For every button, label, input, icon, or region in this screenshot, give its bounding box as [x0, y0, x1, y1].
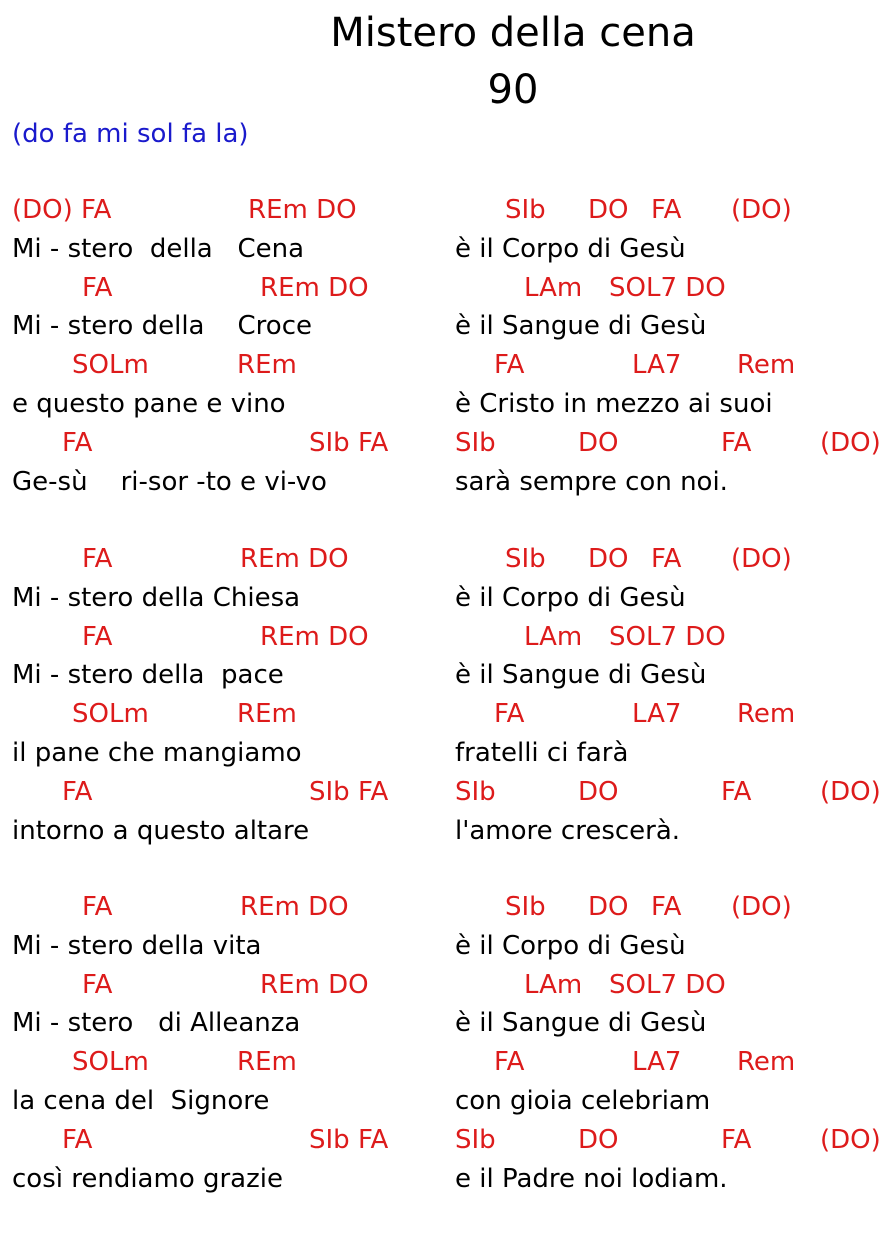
chord-right: DO	[588, 892, 629, 922]
chord-left: FA	[62, 1124, 93, 1155]
chord-right: SIb	[505, 544, 546, 574]
chord-left: SOLm	[72, 699, 149, 730]
chord-right: (DO)	[731, 195, 792, 225]
chord-right: FA	[494, 699, 525, 730]
lyric-line-left: Mi - stero di Alleanza	[12, 1008, 301, 1039]
lyric-line-right: con gioia celebriam	[455, 1086, 711, 1116]
lyric-line-right: è il Corpo di Gesù	[455, 582, 686, 613]
chord-left: FA	[82, 892, 113, 922]
lyric-line-left: Mi - stero della Croce	[12, 311, 313, 342]
chord-left: FA	[82, 272, 113, 303]
lyric-line-left: Mi - stero della vita	[12, 930, 262, 961]
chord-right: DO	[588, 544, 629, 574]
chord-right: FA	[651, 195, 682, 225]
lyric-line-right: e il Padre noi lodiam.	[455, 1163, 728, 1194]
chord-left: FA	[62, 776, 93, 807]
chord-left: REm DO	[260, 272, 369, 303]
chord-right: SOL7 DO	[609, 272, 726, 303]
chord-right: FA	[494, 350, 525, 381]
chord-right: Rem	[737, 699, 796, 730]
chord-left: REm DO	[260, 621, 369, 652]
chord-right: SIb	[455, 1124, 496, 1155]
chord-right: LA7	[632, 350, 682, 381]
chord-right: SOL7 DO	[609, 969, 726, 1000]
chord-left: SIb FA	[309, 1124, 389, 1155]
chord-left: REm	[237, 699, 297, 730]
chord-left: SIb FA	[309, 776, 389, 807]
chord-right: LA7	[632, 1047, 682, 1078]
chord-right: FA	[494, 1047, 525, 1078]
lyric-line-right: l'amore crescerà.	[455, 815, 681, 846]
lyric-line-right: è il Corpo di Gesù	[455, 233, 686, 264]
lyric-line-right: è Cristo in mezzo ai suoi	[455, 389, 773, 419]
lyric-line-left: Mi - stero della Cena	[12, 233, 305, 264]
song-title: Mistero della cena	[330, 10, 696, 56]
intro-notes: (do fa mi sol fa la)	[12, 119, 249, 149]
chord-left: SOLm	[72, 350, 149, 381]
lyric-line-right: è il Sangue di Gesù	[455, 1008, 707, 1039]
chord-left: (DO) FA	[12, 195, 112, 225]
chord-right: Rem	[737, 350, 796, 381]
chord-right: SIb	[505, 195, 546, 225]
chord-right: (DO)	[820, 427, 881, 458]
song-number: 90	[487, 67, 539, 113]
lyric-line-left: Mi - stero della Chiesa	[12, 582, 301, 613]
lyric-line-right: sarà sempre con noi.	[455, 466, 728, 497]
chord-left: FA	[62, 427, 93, 458]
lyric-line-left: così rendiamo grazie	[12, 1163, 283, 1194]
lyric-line-right: è il Corpo di Gesù	[455, 930, 686, 961]
chord-left: REm	[237, 1047, 297, 1078]
chord-right: (DO)	[731, 544, 792, 574]
chord-left: REm DO	[240, 544, 349, 574]
chord-right: (DO)	[820, 1124, 881, 1155]
lyric-line-right: fratelli ci farà	[455, 738, 629, 768]
lyric-line-right: è il Sangue di Gesù	[455, 660, 707, 691]
chord-left: REm DO	[260, 969, 369, 1000]
chord-right: DO	[578, 427, 619, 458]
chord-right: FA	[651, 892, 682, 922]
chord-left: SOLm	[72, 1047, 149, 1078]
lyric-line-left: Mi - stero della pace	[12, 660, 284, 691]
chord-right: SOL7 DO	[609, 621, 726, 652]
chord-left: REm	[237, 350, 297, 381]
lyric-line-left: e questo pane e vino	[12, 389, 286, 419]
chord-right: (DO)	[731, 892, 792, 922]
chord-right: SIb	[505, 892, 546, 922]
chord-right: LAm	[524, 969, 583, 1000]
chord-right: FA	[651, 544, 682, 574]
chord-left: FA	[82, 969, 113, 1000]
lyric-line-left: il pane che mangiamo	[12, 738, 302, 768]
chord-right: Rem	[737, 1047, 796, 1078]
chord-left: FA	[82, 544, 113, 574]
chord-right: FA	[721, 776, 752, 807]
lyric-line-right: è il Sangue di Gesù	[455, 311, 707, 342]
chord-right: FA	[721, 427, 752, 458]
chord-right: DO	[578, 776, 619, 807]
lyric-line-left: la cena del Signore	[12, 1086, 270, 1116]
chord-left: REm DO	[248, 195, 357, 225]
chord-right: LA7	[632, 699, 682, 730]
chord-right: FA	[721, 1124, 752, 1155]
chord-left: FA	[82, 621, 113, 652]
chord-right: LAm	[524, 272, 583, 303]
chord-right: SIb	[455, 427, 496, 458]
chord-right: DO	[578, 1124, 619, 1155]
lyric-line-left: intorno a questo altare	[12, 815, 310, 846]
chord-right: SIb	[455, 776, 496, 807]
chord-right: DO	[588, 195, 629, 225]
chord-left: SIb FA	[309, 427, 389, 458]
chord-left: REm DO	[240, 892, 349, 922]
chord-right: LAm	[524, 621, 583, 652]
chord-right: (DO)	[820, 776, 881, 807]
lyric-line-left: Ge-sù ri-sor -to e vi-vo	[12, 466, 327, 497]
